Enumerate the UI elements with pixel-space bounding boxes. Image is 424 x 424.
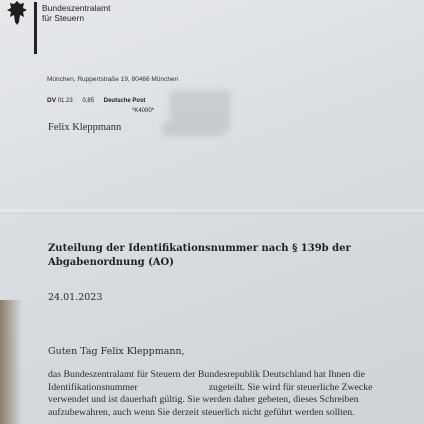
body-line-2-end: zugeteilt. Sie wird für steuerliche Zwecke: [208, 381, 373, 393]
authority-line-2: für Steuern: [42, 13, 85, 23]
body-line-2: [48, 382, 424, 395]
letter-body: [48, 369, 424, 419]
letter-subject: [48, 242, 351, 270]
authority-line-1: Bundeszentralamt: [42, 3, 111, 13]
redacted-id-number: [140, 382, 206, 392]
sender-address: München, Ruppertstraße 19, 80466 München: [47, 76, 179, 83]
subject-line-2: Abgabenordnung (AO): [48, 257, 174, 268]
subject-line-1: Zuteilung der Identifikationsnummer nach § 139b der: [48, 243, 351, 254]
redacted-address: [163, 122, 225, 136]
body-line-4: aufzubewahren, auch wenn Sie derzeit steuerlich nicht geführt werden sollten.: [48, 406, 355, 418]
franking-code: *K4000*: [132, 108, 155, 114]
body-line-2-start: Identifikationsnummer: [48, 381, 138, 393]
recipient-name: Felix Kleppmann: [48, 122, 122, 133]
table-shadow: [0, 300, 22, 424]
logo-divider: [34, 2, 37, 54]
letter-date: 24.01.2023: [48, 292, 103, 303]
franking-dv-date: 01.23: [57, 98, 73, 104]
body-line-1: das Bundeszentralamt für Steuern der Bundesrepublik Deutschland hat Ihnen die: [48, 369, 365, 380]
franking-mark: [47, 97, 145, 104]
franking-price: 0,85: [82, 98, 95, 104]
authority-name: [42, 3, 111, 23]
federal-eagle-icon: [6, 0, 28, 26]
paper-fold: [0, 208, 424, 214]
body-line-3: verwendet und ist dauerhaft gültig. Sie werden daher gebeten, dieses Schreiben: [48, 394, 359, 405]
greeting: Guten Tag Felix Kleppmann,: [48, 346, 185, 357]
franking-carrier: Deutsche Post: [103, 98, 146, 104]
franking-dv-label: DV: [47, 97, 57, 104]
